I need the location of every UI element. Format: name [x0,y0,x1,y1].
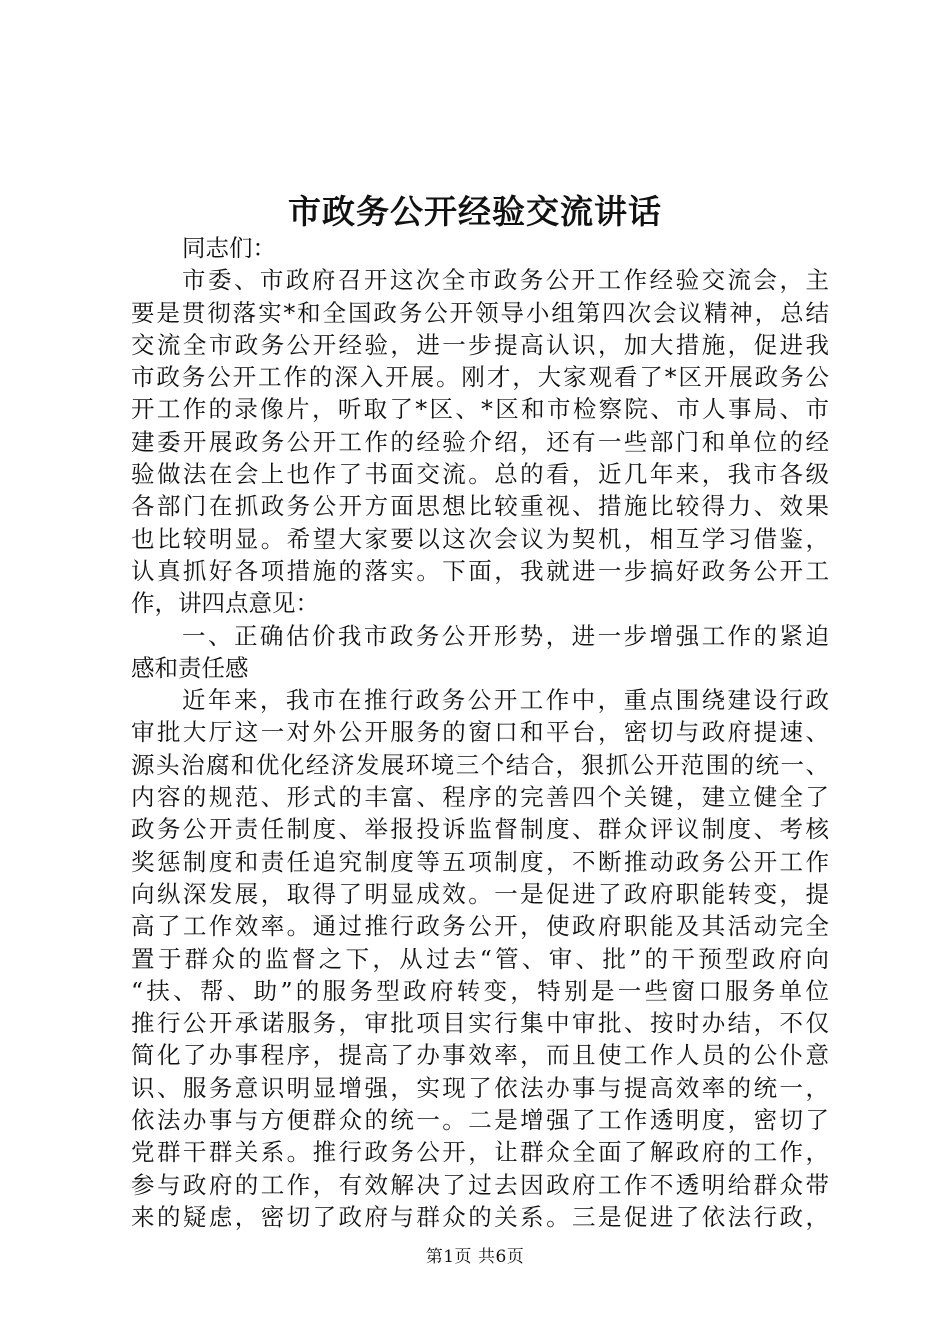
text-line: 依法办事与方便群众的统一。二是增强了工作透明度，密切了 [131,1106,829,1135]
text-line: 建委开展政务公开工作的经验介绍，还有一些部门和单位的经 [131,427,829,456]
text-line: 要是贯彻落实*和全国政务公开领导小组第四次会议精神，总结 [131,298,829,327]
section-heading-line: 感和责任感 [131,653,249,682]
text-line: 奖惩制度和责任追究制度等五项制度，不断推动政务公开工作 [131,847,829,876]
section-heading-line: 一、正确估价我市政务公开形势，进一步增强工作的紧迫 [182,621,829,650]
text-line: 认真抓好各项措施的落实。下面，我就进一步搞好政务公开工 [131,556,829,585]
text-line: 交流全市政务公开经验，进一步提高认识，加大措施，促进我 [131,330,829,359]
text-line: 审批大厅这一对外公开服务的窗口和平台，密切与政府提速、 [131,718,829,747]
text-line: 开工作的录像片，听取了*区、*区和市检察院、市人事局、市 [131,395,829,424]
text-line: 来的疑虑，密切了政府与群众的关系。三是促进了依法行政， [131,1202,829,1231]
document-body [131,232,829,1233]
document-title: 市政务公开经验交流讲话 [288,192,662,231]
text-line: 近年来，我市在推行政务公开工作中，重点围绕建设行政 [182,686,829,715]
text-line: 高了工作效率。通过推行政务公开，使政府职能及其活动完全 [131,912,829,941]
text-line: 向纵深发展，取得了明显成效。一是促进了政府职能转变，提 [131,879,829,908]
text-line: 各部门在抓政务公开方面思想比较重视、措施比较得力、效果 [131,492,829,521]
text-line: 参与政府的工作，有效解决了过去因政府工作不透明给群众带 [131,1170,829,1199]
text-line: 验做法在会上也作了书面交流。总的看，近几年来，我市各级 [131,460,829,489]
text-line: 推行公开承诺服务，审批项目实行集中审批、按时办结，不仅 [131,1009,829,1038]
text-line: 政务公开责任制度、举报投诉监督制度、群众评议制度、考核 [131,815,829,844]
text-line: “扶、帮、助”的服务型政府转变，特别是一些窗口服务单位 [131,976,829,1005]
text-line: 也比较明显。希望大家要以这次会议为契机，相互学习借鉴， [131,524,829,553]
text-line: 作，讲四点意见： [131,589,319,618]
text-line: 市政务公开工作的深入开展。刚才，大家观看了*区开展政务公 [131,363,829,392]
page-number: 第1页 共6页 [425,1247,525,1267]
text-line: 简化了办事程序，提高了办事效率，而且使工作人员的公仆意 [131,1041,829,1070]
text-line: 同志们： [182,234,276,262]
text-line: 识、服务意识明显增强，实现了依法办事与提高效率的统一， [131,1073,829,1102]
text-line: 置于群众的监督之下，从过去“管、审、批”的干预型政府向 [131,944,829,973]
text-line: 市委、市政府召开这次全市政务公开工作经验交流会，主 [182,266,829,295]
text-line: 内容的规范、形式的丰富、程序的完善四个关键，建立健全了 [131,783,829,812]
text-line: 党群干群关系。推行政务公开，让群众全面了解政府的工作， [131,1138,829,1167]
text-line: 源头治腐和优化经济发展环境三个结合，狠抓公开范围的统一、 [131,750,829,779]
